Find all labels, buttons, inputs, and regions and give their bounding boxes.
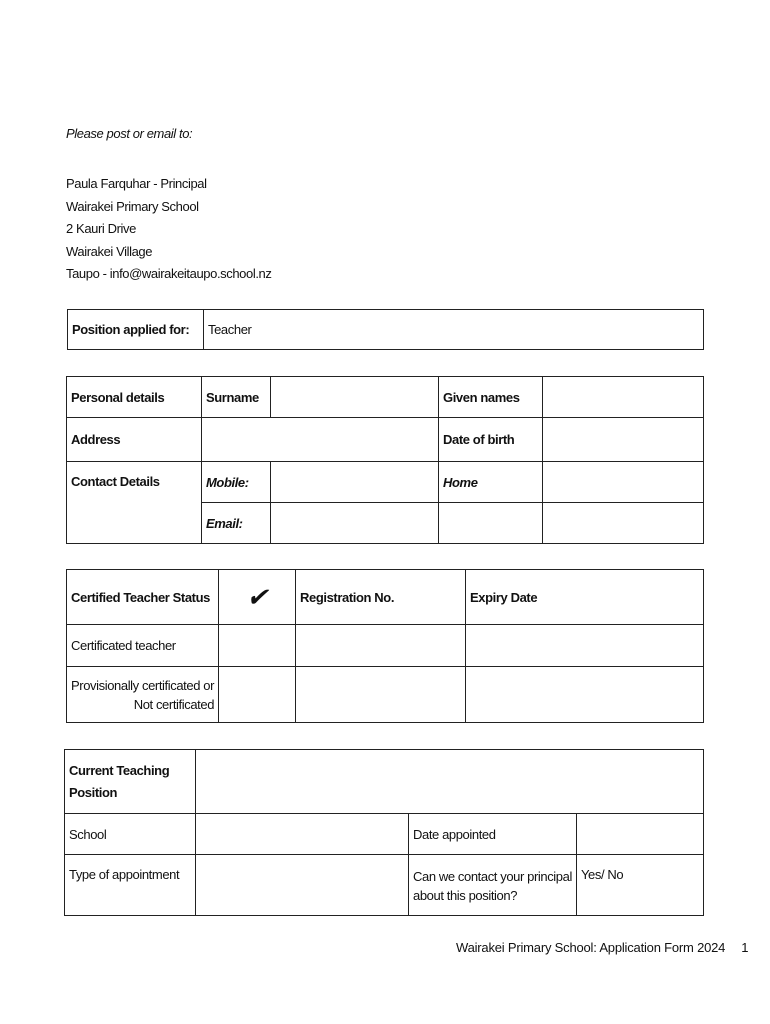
address-line: 2 Kauri Drive bbox=[66, 221, 136, 236]
current-teaching-position-label: Current Teaching Position bbox=[65, 750, 196, 814]
certification-table bbox=[66, 569, 704, 723]
date-of-birth-field[interactable] bbox=[543, 418, 704, 462]
position-field[interactable]: Teacher bbox=[204, 310, 704, 350]
mailing-address bbox=[66, 173, 271, 286]
date-appointed-label: Date appointed bbox=[409, 814, 577, 855]
certified-status-label: Certified Teacher Status bbox=[67, 570, 219, 625]
type-of-appointment-field[interactable] bbox=[196, 855, 409, 916]
registration-label: Registration No. bbox=[296, 570, 466, 625]
personal-details-table bbox=[66, 376, 704, 544]
provisional-registration-field[interactable] bbox=[296, 667, 466, 723]
school-label: School bbox=[65, 814, 196, 855]
page-footer bbox=[456, 940, 748, 955]
address-line: Wairakei Village bbox=[66, 243, 153, 259]
provisional-expiry-field[interactable] bbox=[466, 667, 704, 723]
date-of-birth-label: Date of birth bbox=[439, 418, 543, 462]
address-field[interactable] bbox=[202, 418, 439, 462]
date-appointed-field[interactable] bbox=[576, 814, 703, 855]
given-names-field[interactable] bbox=[543, 377, 704, 418]
email-field[interactable] bbox=[271, 503, 439, 544]
surname-label: Surname bbox=[202, 377, 271, 418]
contact-details-label: Contact Details bbox=[67, 462, 202, 544]
school-field[interactable] bbox=[196, 814, 409, 855]
certificated-check-field[interactable] bbox=[219, 625, 296, 667]
email-label: Email: bbox=[202, 503, 271, 544]
home-phone-field[interactable] bbox=[543, 462, 704, 503]
checkmark-icon: ✔ bbox=[219, 570, 296, 625]
position-table bbox=[67, 309, 704, 350]
surname-field[interactable] bbox=[271, 377, 439, 418]
mobile-field[interactable] bbox=[271, 462, 439, 503]
contact-principal-label: Can we contact your principal about this position? bbox=[409, 855, 577, 916]
certificated-teacher-label: Certificated teacher bbox=[67, 625, 219, 667]
current-position-field[interactable] bbox=[196, 750, 704, 814]
post-or-email-label: Please post or email to: bbox=[66, 126, 193, 141]
email-extra-field-2[interactable] bbox=[543, 503, 704, 544]
address-line: Paula Farquhar - Principal bbox=[66, 176, 207, 191]
certificated-registration-field[interactable] bbox=[296, 625, 466, 667]
page-number: 1 bbox=[741, 940, 749, 955]
address-line: Wairakei Primary School bbox=[66, 198, 199, 214]
email-extra-field[interactable] bbox=[439, 503, 543, 544]
type-of-appointment-label: Type of appointment bbox=[65, 855, 196, 916]
current-position-table bbox=[64, 749, 704, 916]
address-label: Address bbox=[67, 418, 202, 462]
footer-text: Wairakei Primary School: Application Form 2024 bbox=[456, 940, 726, 955]
personal-details-label: Personal details bbox=[67, 377, 202, 418]
given-names-label: Given names bbox=[439, 377, 543, 418]
certificated-expiry-field[interactable] bbox=[466, 625, 704, 667]
home-label: Home bbox=[439, 462, 543, 503]
mobile-label: Mobile: bbox=[202, 462, 271, 503]
address-line: Taupo - info@wairakeitaupo.school.nz bbox=[66, 266, 272, 281]
position-label: Position applied for: bbox=[68, 310, 204, 350]
provisional-label: Provisionally certificated or Not certificated bbox=[67, 667, 219, 723]
yes-no-field[interactable]: Yes/ No bbox=[576, 855, 703, 916]
provisional-check-field[interactable] bbox=[219, 667, 296, 723]
expiry-date-label: Expiry Date bbox=[466, 570, 704, 625]
